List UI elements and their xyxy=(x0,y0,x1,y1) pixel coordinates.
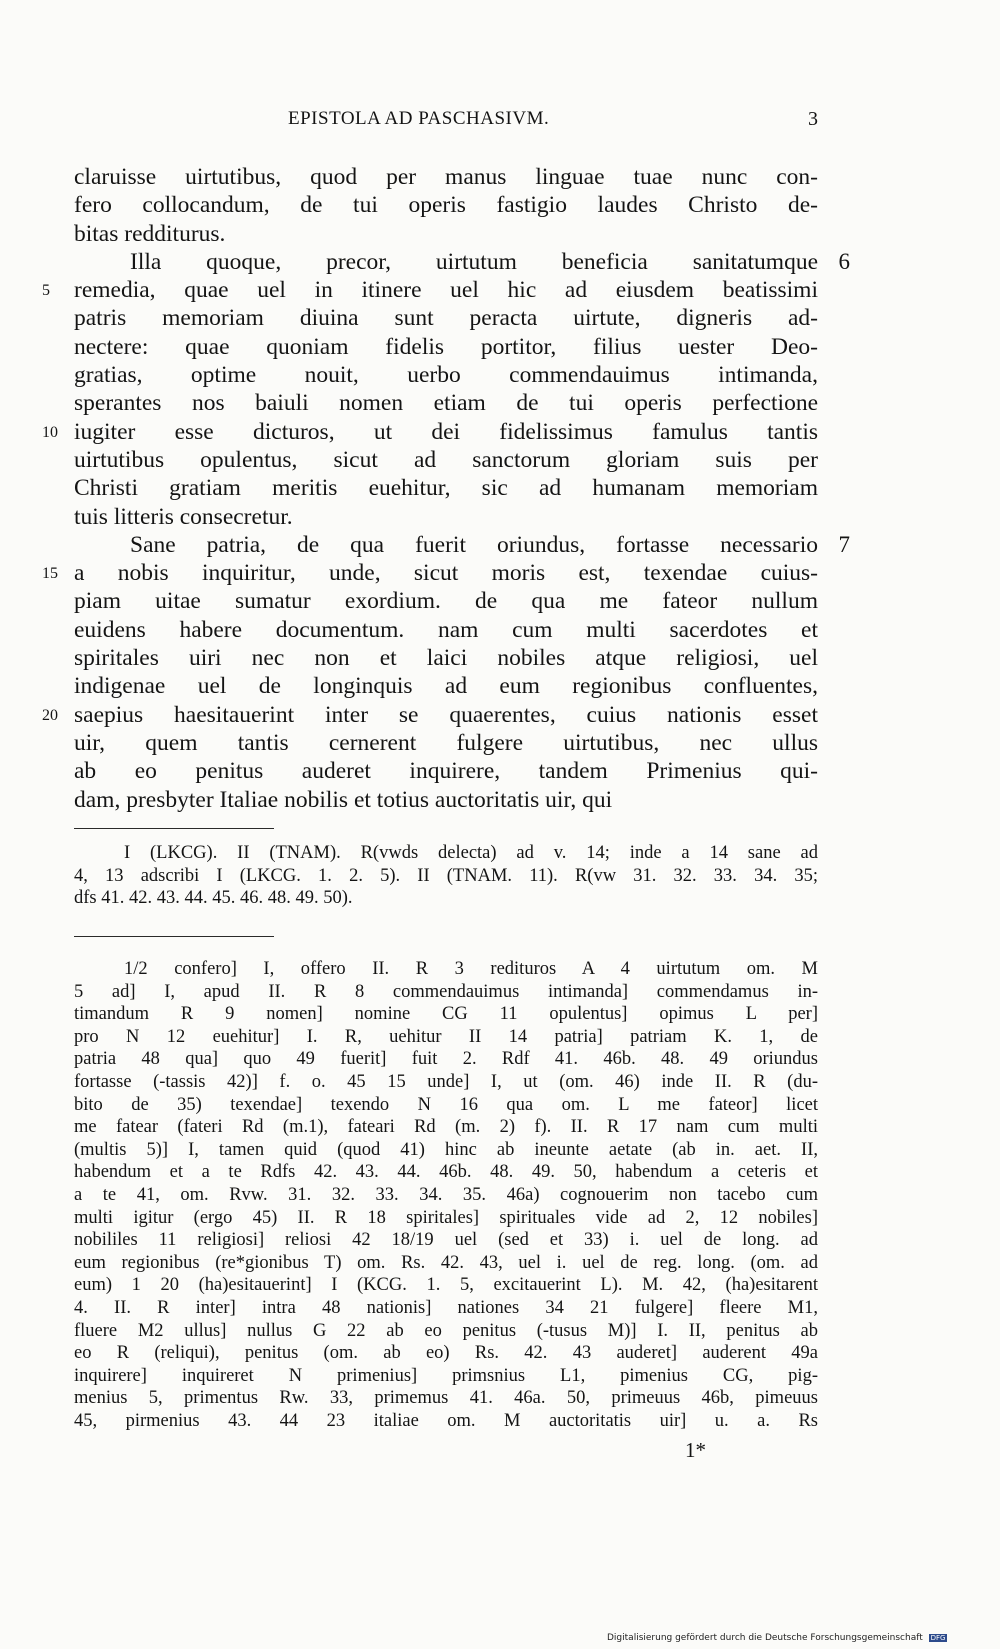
apparatus-line: eum) 1 20 (ha)esitauerint] I (KCG. 1. 5, excitauerint L). M. 42, (ha)esitarent xyxy=(74,1275,818,1296)
critical-apparatus xyxy=(74,958,818,1432)
line-number: 10 xyxy=(42,423,58,441)
running-header xyxy=(288,108,818,136)
text-line xyxy=(74,644,818,672)
line-text: spiritales uiri nec non et laici nobiles atque religiosi, uel xyxy=(74,645,818,672)
line-text: fero collocandum, de tui operis fastigio laudes Christo de- xyxy=(74,192,818,219)
apparatus-line: habendum et a te Rdfs 42. 43. 44. 46b. 48. 49. 50, habendum a ceteris et xyxy=(74,1162,818,1183)
text-line xyxy=(74,729,818,757)
apparatus-line: eum regionibus (re*gionibus T) om. Rs. 42. 43, uel i. uel de reg. long. (om. ad xyxy=(74,1252,818,1273)
apparatus-line: me fatear (fateri Rd (m.1), fateari Rd (m. 2) f). II. R 17 nam cum multi xyxy=(74,1117,818,1138)
apparatus-line: nobililes 11 religiosi] reliosi 42 18/19 uel (sed et 33) i. uel de long. ad xyxy=(74,1230,818,1251)
line-text: tuis litteris consecretur. xyxy=(74,503,293,530)
line-text: Christi gratiam meritis euehitur, sic ad humanam memoriam xyxy=(74,475,818,502)
text-line xyxy=(74,474,818,502)
line-text: patris memoriam diuina sunt peracta uirtute, digneris ad- xyxy=(74,305,818,332)
text-line xyxy=(74,531,850,559)
text-line xyxy=(74,503,818,531)
line-text: indigenae uel de longinquis ad eum regionibus confluentes, xyxy=(74,673,818,700)
section-number: 7 xyxy=(838,531,850,557)
dfg-logo: DFG xyxy=(930,1634,946,1642)
line-text: uirtutibus opulentus, sicut ad sanctorum gloriam suis per xyxy=(74,446,818,473)
apparatus-line: patria 48 qua] quo 49 fuerit] fuit 2. Rdf 41. 46b. 48. 49 oriundus xyxy=(74,1049,818,1070)
apparatus-line: inquirere] inquireret N primenius] primsnius L1, pimenius CG, pig- xyxy=(74,1365,818,1386)
apparatus-line: 5 ad] I, apud II. R 8 commendauimus intimanda] commendamus in- xyxy=(74,981,818,1002)
text-line xyxy=(74,389,818,417)
text-line xyxy=(74,587,818,615)
line-text: euidens habere documentum. nam cum multi sacerdotes et xyxy=(74,616,818,643)
apparatus-line: 4, 13 adscribi I (LKCG. 1. 2. 5). II (TNAM. 11). R(vw 31. 32. 33. 34. 35; xyxy=(74,865,818,886)
line-text: claruisse uirtutibus, quod per manus linguae tuae nunc con- xyxy=(74,164,818,190)
apparatus-line: multi igitur (ergo 45) II. R 18 spiritales] spirituales vide ad 2, 12 nobiles] xyxy=(74,1207,818,1228)
text-line xyxy=(74,672,818,700)
text-line xyxy=(74,191,818,219)
apparatus-rule-bottom xyxy=(74,936,274,937)
apparatus-line: menius 5, primentus Rw. 33, primemus 41. 46a. 50, primeuus 46b, pimeuus xyxy=(74,1388,818,1409)
text-line xyxy=(74,757,818,785)
line-text: Illa quoque, precor, uirtutum beneficia sanitatumque xyxy=(130,248,818,275)
line-text: bitas redditurus. xyxy=(74,220,226,247)
apparatus-line: timandum R 9 nomen] nomine CG 11 opulentus] opimus L per] xyxy=(74,1004,818,1025)
text-line xyxy=(74,786,818,814)
text-line xyxy=(74,220,818,248)
line-text: saepius haesitauerint inter se quaerentes, cuius nationis esset xyxy=(74,701,818,728)
line-text: gratias, optime nouit, uerbo commendauimus intimanda, xyxy=(74,362,818,389)
sources-apparatus xyxy=(74,842,818,910)
line-text: piam uitae sumatur exordium. de qua me fateor nullum xyxy=(74,588,818,615)
text-line xyxy=(42,559,818,587)
line-text: a nobis inquiritur, unde, sicut moris est, texendae cuius- xyxy=(74,560,818,587)
text-line xyxy=(74,333,818,361)
apparatus-line: 1/2 confero] I, offero II. R 3 redituros A 4 uirtutum om. M xyxy=(124,959,818,979)
apparatus-line: a te 41, om. Rvw. 31. 32. 33. 34. 35. 46a) cognouerim non tacebo cum xyxy=(74,1184,818,1205)
text-line xyxy=(42,701,818,729)
line-text: uir, quem tantis cernerent fulgere uirtutibus, nec ullus xyxy=(74,729,818,756)
signature-mark: 1* xyxy=(685,1438,706,1462)
text-line xyxy=(74,304,818,332)
line-number: 20 xyxy=(42,706,58,724)
line-number: 5 xyxy=(42,282,50,300)
apparatus-line: fortasse (-tassis 42)] f. o. 45 15 unde] I, ut (om. 46) inde II. R (du- xyxy=(74,1071,818,1092)
text-line xyxy=(74,446,818,474)
apparatus-line: (multis 5)] I, tamen quid (quod 41) hinc ab ineunte aetate (ab in. aet. II, xyxy=(74,1139,818,1160)
apparatus-line: dfs 41. 42. 43. 44. 45. 46. 48. 49. 50). xyxy=(74,888,353,908)
apparatus-rule-top xyxy=(74,828,274,829)
text-line xyxy=(42,276,818,304)
text-line xyxy=(42,418,818,446)
apparatus-line: bito de 35) texendae] texendo N 16 qua om. L me fateor] licet xyxy=(74,1094,818,1115)
line-text: ab eo penitus auderet inquirere, tandem Primenius qui- xyxy=(74,758,818,785)
text-line xyxy=(74,361,818,389)
apparatus-line: 4. II. R inter] intra 48 nationis] nationes 34 21 fulgere] fleere M1, xyxy=(74,1297,818,1318)
digitization-footer xyxy=(607,1633,947,1643)
line-text: nectere: quae quoniam fidelis portitor, filius uester Deo- xyxy=(74,333,818,360)
apparatus-line: eo R (reliqui), penitus (om. ab eo) Rs. 42. 43 auderet] auderent 49a xyxy=(74,1343,818,1364)
section-number: 6 xyxy=(838,248,850,274)
line-text: remedia, quae uel in itinere uel hic ad eiusdem beatissimi xyxy=(74,277,818,304)
line-text: Sane patria, de qua fuerit oriundus, fortasse necessario xyxy=(130,531,818,558)
apparatus-line: fluere M2 ullus] nullus G 22 ab eo penitus (-tusus M)] I. II, penitus ab xyxy=(74,1320,818,1341)
running-title: EPISTOLA AD PASCHASIVM. xyxy=(288,108,550,129)
page-number: 3 xyxy=(808,108,818,130)
apparatus-line: 45, pirmenius 43. 44 23 italiae om. M auctoritatis uir] u. a. Rs xyxy=(74,1410,818,1431)
line-number: 15 xyxy=(42,565,58,583)
apparatus-line: I (LKCG). II (TNAM). R(vwds delecta) ad v. 14; inde a 14 sane ad xyxy=(124,843,818,863)
text-line xyxy=(74,248,850,276)
text-line xyxy=(74,616,818,644)
main-text xyxy=(42,163,850,814)
footer-credit: Digitalisierung gefördert durch die Deutsche Forschungsgemeinschaft xyxy=(607,1633,923,1643)
line-text: sperantes nos baiuli nomen etiam de tui operis perfectione xyxy=(74,390,818,417)
line-text: iugiter esse dicturos, ut dei fidelissimus famulus tantis xyxy=(74,418,818,445)
apparatus-line: pro N 12 euehitur] I. R, uehitur II 14 patria] patriam K. 1, de xyxy=(74,1026,818,1047)
line-text: dam, presbyter Italiae nobilis et totius auctoritatis uir, qui xyxy=(74,786,613,813)
text-line xyxy=(74,163,818,191)
